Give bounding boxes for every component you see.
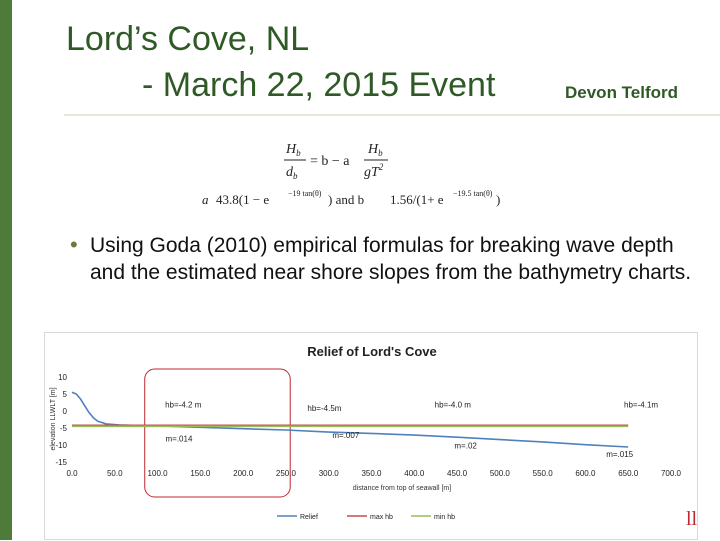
logo-fragment: ll [686, 508, 698, 530]
annotation-label: m=.015 [606, 450, 634, 460]
x-tick-label: 200.0 [233, 469, 254, 478]
y-tick-label: -15 [55, 458, 67, 467]
x-tick-label: 0.0 [66, 469, 78, 478]
y-tick-label: 5 [62, 390, 67, 399]
x-tick-label: 100.0 [147, 469, 168, 478]
annotation-label: hb=-4.5m [307, 404, 342, 413]
legend-label: Relief [300, 514, 318, 521]
annotation-label: m=.014 [165, 434, 193, 444]
bullet-text: Using Goda (2010) empirical formulas for breaking wave depth and the estimated near shore slopes from the bathymetry charts. [90, 234, 692, 284]
x-tick-label: 550.0 [532, 469, 553, 478]
x-tick-label: 150.0 [190, 469, 211, 478]
x-tick-label: 450.0 [447, 469, 468, 478]
x-tick-label: 350.0 [361, 469, 382, 478]
x-tick-label: 50.0 [106, 469, 123, 478]
annotation-label: m=.007 [332, 431, 360, 441]
author-name: Devon Telford [565, 83, 679, 102]
left-accent-bar [0, 0, 12, 540]
x-tick-label: 400.0 [404, 469, 425, 478]
y-tick-label: 0 [62, 407, 67, 416]
svg-text:gT2: $gT^2$ [364, 162, 384, 180]
chart-canvas [45, 333, 699, 541]
bullet-icon: • [70, 232, 78, 257]
title-divider [64, 114, 720, 116]
annotation-label: m=.02 [454, 441, 477, 451]
formula-a-exp: −19 tan(θ) [288, 189, 322, 198]
formula-b-exp: −19.5 tan(θ) [453, 189, 493, 198]
x-axis-label: distance from top of seawall [m] [352, 485, 452, 492]
x-tick-label: 500.0 [489, 469, 510, 478]
x-tick-label: 650.0 [618, 469, 639, 478]
slide-title-line1: Lord’s Cove, NL [66, 20, 310, 58]
x-tick-label: 700.0 [660, 469, 682, 478]
annotation-label: hb=-4.1m [624, 400, 659, 410]
y-tick-label: -5 [59, 424, 67, 433]
y-tick-label: 10 [58, 373, 67, 382]
svg-text:Hb: $H_b$ [286, 142, 301, 158]
formula-a-expr: 43.8(1 − e [216, 192, 270, 207]
legend-label: max hb [370, 514, 393, 521]
x-tick-label: 300.0 [318, 469, 339, 478]
x-tick-label: 250.0 [275, 469, 296, 478]
slide-title-line2: - March 22, 2015 Event [142, 66, 496, 104]
y-axis-label: elevation LLWLT [m] [50, 387, 57, 451]
legend-label: min hb [434, 514, 456, 521]
goda-formula [200, 138, 520, 210]
svg-text:Hb: $H_b$ [368, 142, 383, 158]
annotation-label: hb=-4.2 m [165, 400, 202, 410]
relief-chart [44, 332, 698, 540]
y-tick-label: -10 [55, 441, 67, 450]
x-tick-label: 600.0 [575, 469, 596, 478]
chart-title: Relief of Lord's Cove [307, 344, 437, 359]
formula-b-expr: 1.56/(1+ e [390, 192, 444, 207]
annotation-label: hb=-4.0 m [434, 400, 471, 410]
formula-close: ) [496, 192, 501, 207]
svg-text:db: $d_b$ [286, 165, 298, 181]
formula-a-label: a [202, 192, 209, 207]
formula-and: ) and b [328, 192, 365, 207]
formula-rhs: = b − a [310, 154, 350, 169]
